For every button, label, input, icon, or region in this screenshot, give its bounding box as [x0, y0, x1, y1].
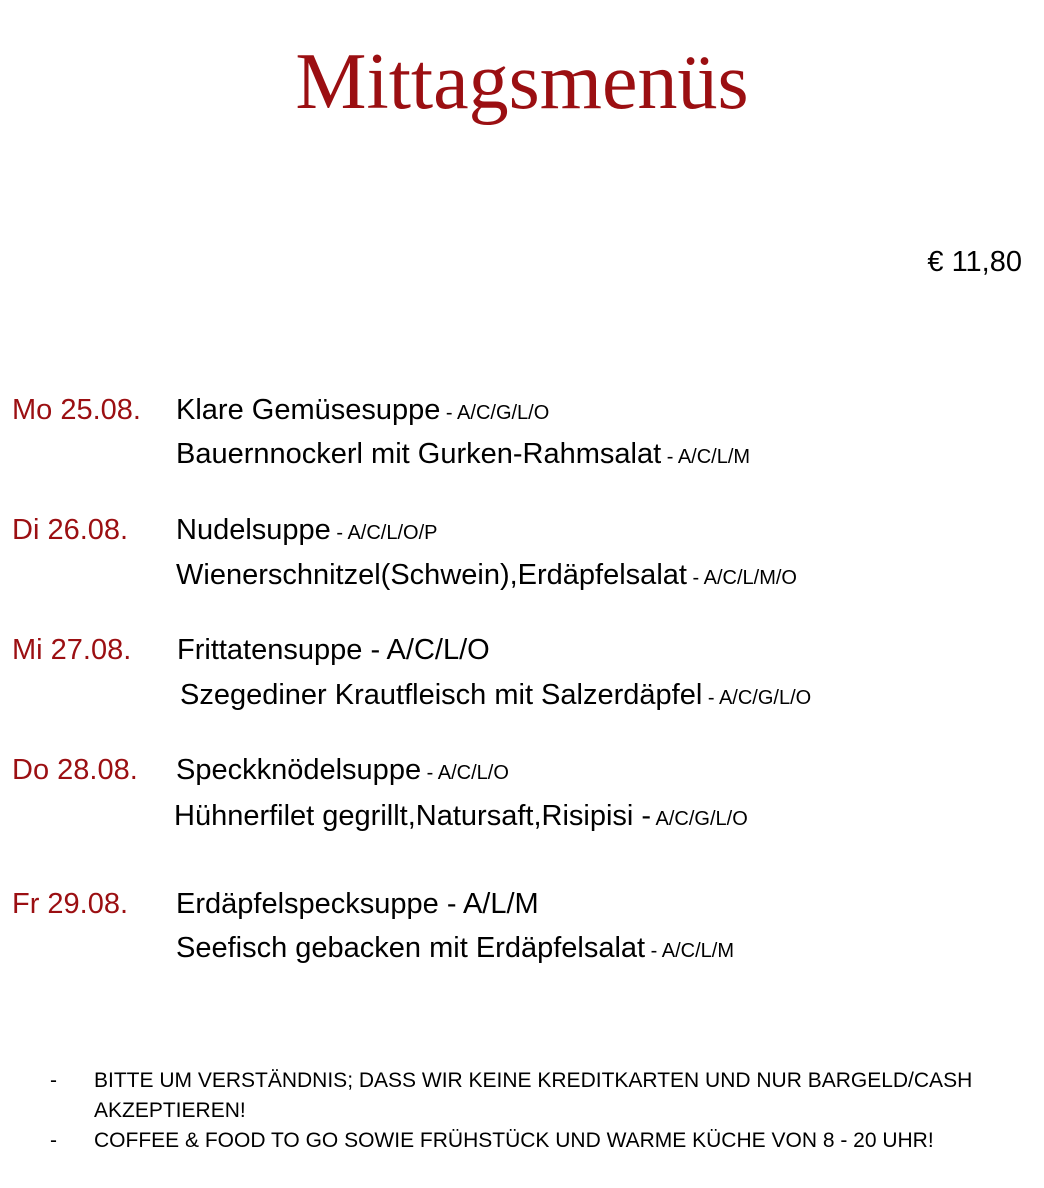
day-date: Mo 25.08. [12, 394, 141, 426]
soup-allergens: - A/C/L/O [362, 634, 490, 666]
day-date: Mi 27.08. [12, 634, 132, 666]
soup-line [176, 886, 539, 922]
main-name: Szegediner Krautfleisch mit Salzerdäpfel [180, 679, 703, 711]
soup-name: Nudelsuppe [176, 514, 331, 546]
soup-name: Klare Gemüsesuppe [176, 394, 441, 426]
main-allergens: - A/C/L/M/O [686, 567, 797, 589]
soup-allergens: - A/C/G/L/O [440, 402, 550, 424]
soup-name: Erdäpfelspecksuppe [176, 888, 439, 920]
main-allergens: - A/C/G/L/O [702, 687, 812, 709]
main-line [176, 557, 797, 596]
soup-line [176, 392, 549, 431]
main-name: Seefisch gebacken mit Erdäpfelsalat [176, 932, 646, 964]
main-allergens: - A/C/L/M [645, 940, 735, 962]
note-dash: - [50, 1129, 57, 1152]
note-text: BITTE UM VERSTÄNDNIS; DASS WIR KEINE KREDITKARTEN UND NUR BARGELD/CASH AKZEPTIEREN! [94, 1069, 973, 1122]
main-line [174, 798, 748, 837]
note-text: COFFEE & FOOD TO GO SOWIE FRÜHSTÜCK UND WARME KÜCHE VON 8 - 20 UHR! [94, 1129, 934, 1152]
soup-line [176, 512, 438, 551]
soup-line [176, 752, 509, 791]
note-dash: - [50, 1069, 57, 1092]
soup-allergens: - A/C/L/O [421, 762, 509, 784]
day-date: Do 28.08. [12, 754, 138, 786]
footer-notes [50, 1066, 1030, 1156]
main-name: Bauernnockerl mit Gurken-Rahmsalat [176, 438, 662, 470]
menu-price: € 11,80 [927, 246, 1022, 278]
main-line [176, 436, 750, 475]
main-allergens: - A/C/L/M [661, 446, 751, 468]
note-payment [50, 1066, 1030, 1126]
soup-name: Frittatensuppe [177, 634, 363, 666]
soup-allergens: - A/C/L/O/P [330, 522, 438, 544]
page-title: Mittagsmenüs [295, 38, 749, 126]
main-line [180, 677, 811, 716]
day-date: Di 26.08. [12, 514, 129, 546]
note-hours [50, 1126, 1030, 1156]
main-name: Wienerschnitzel(Schwein),Erdäpfelsalat [176, 559, 687, 591]
day-date: Fr 29.08. [12, 888, 129, 920]
main-line [176, 930, 734, 969]
main-name: Hühnerfilet gegrillt,Natursaft,Risipisi - [174, 800, 652, 832]
soup-line [177, 632, 490, 668]
soup-allergens: - A/L/M [438, 888, 539, 920]
main-allergens: A/C/G/L/O [651, 808, 748, 830]
soup-name: Speckknödelsuppe [176, 754, 422, 786]
